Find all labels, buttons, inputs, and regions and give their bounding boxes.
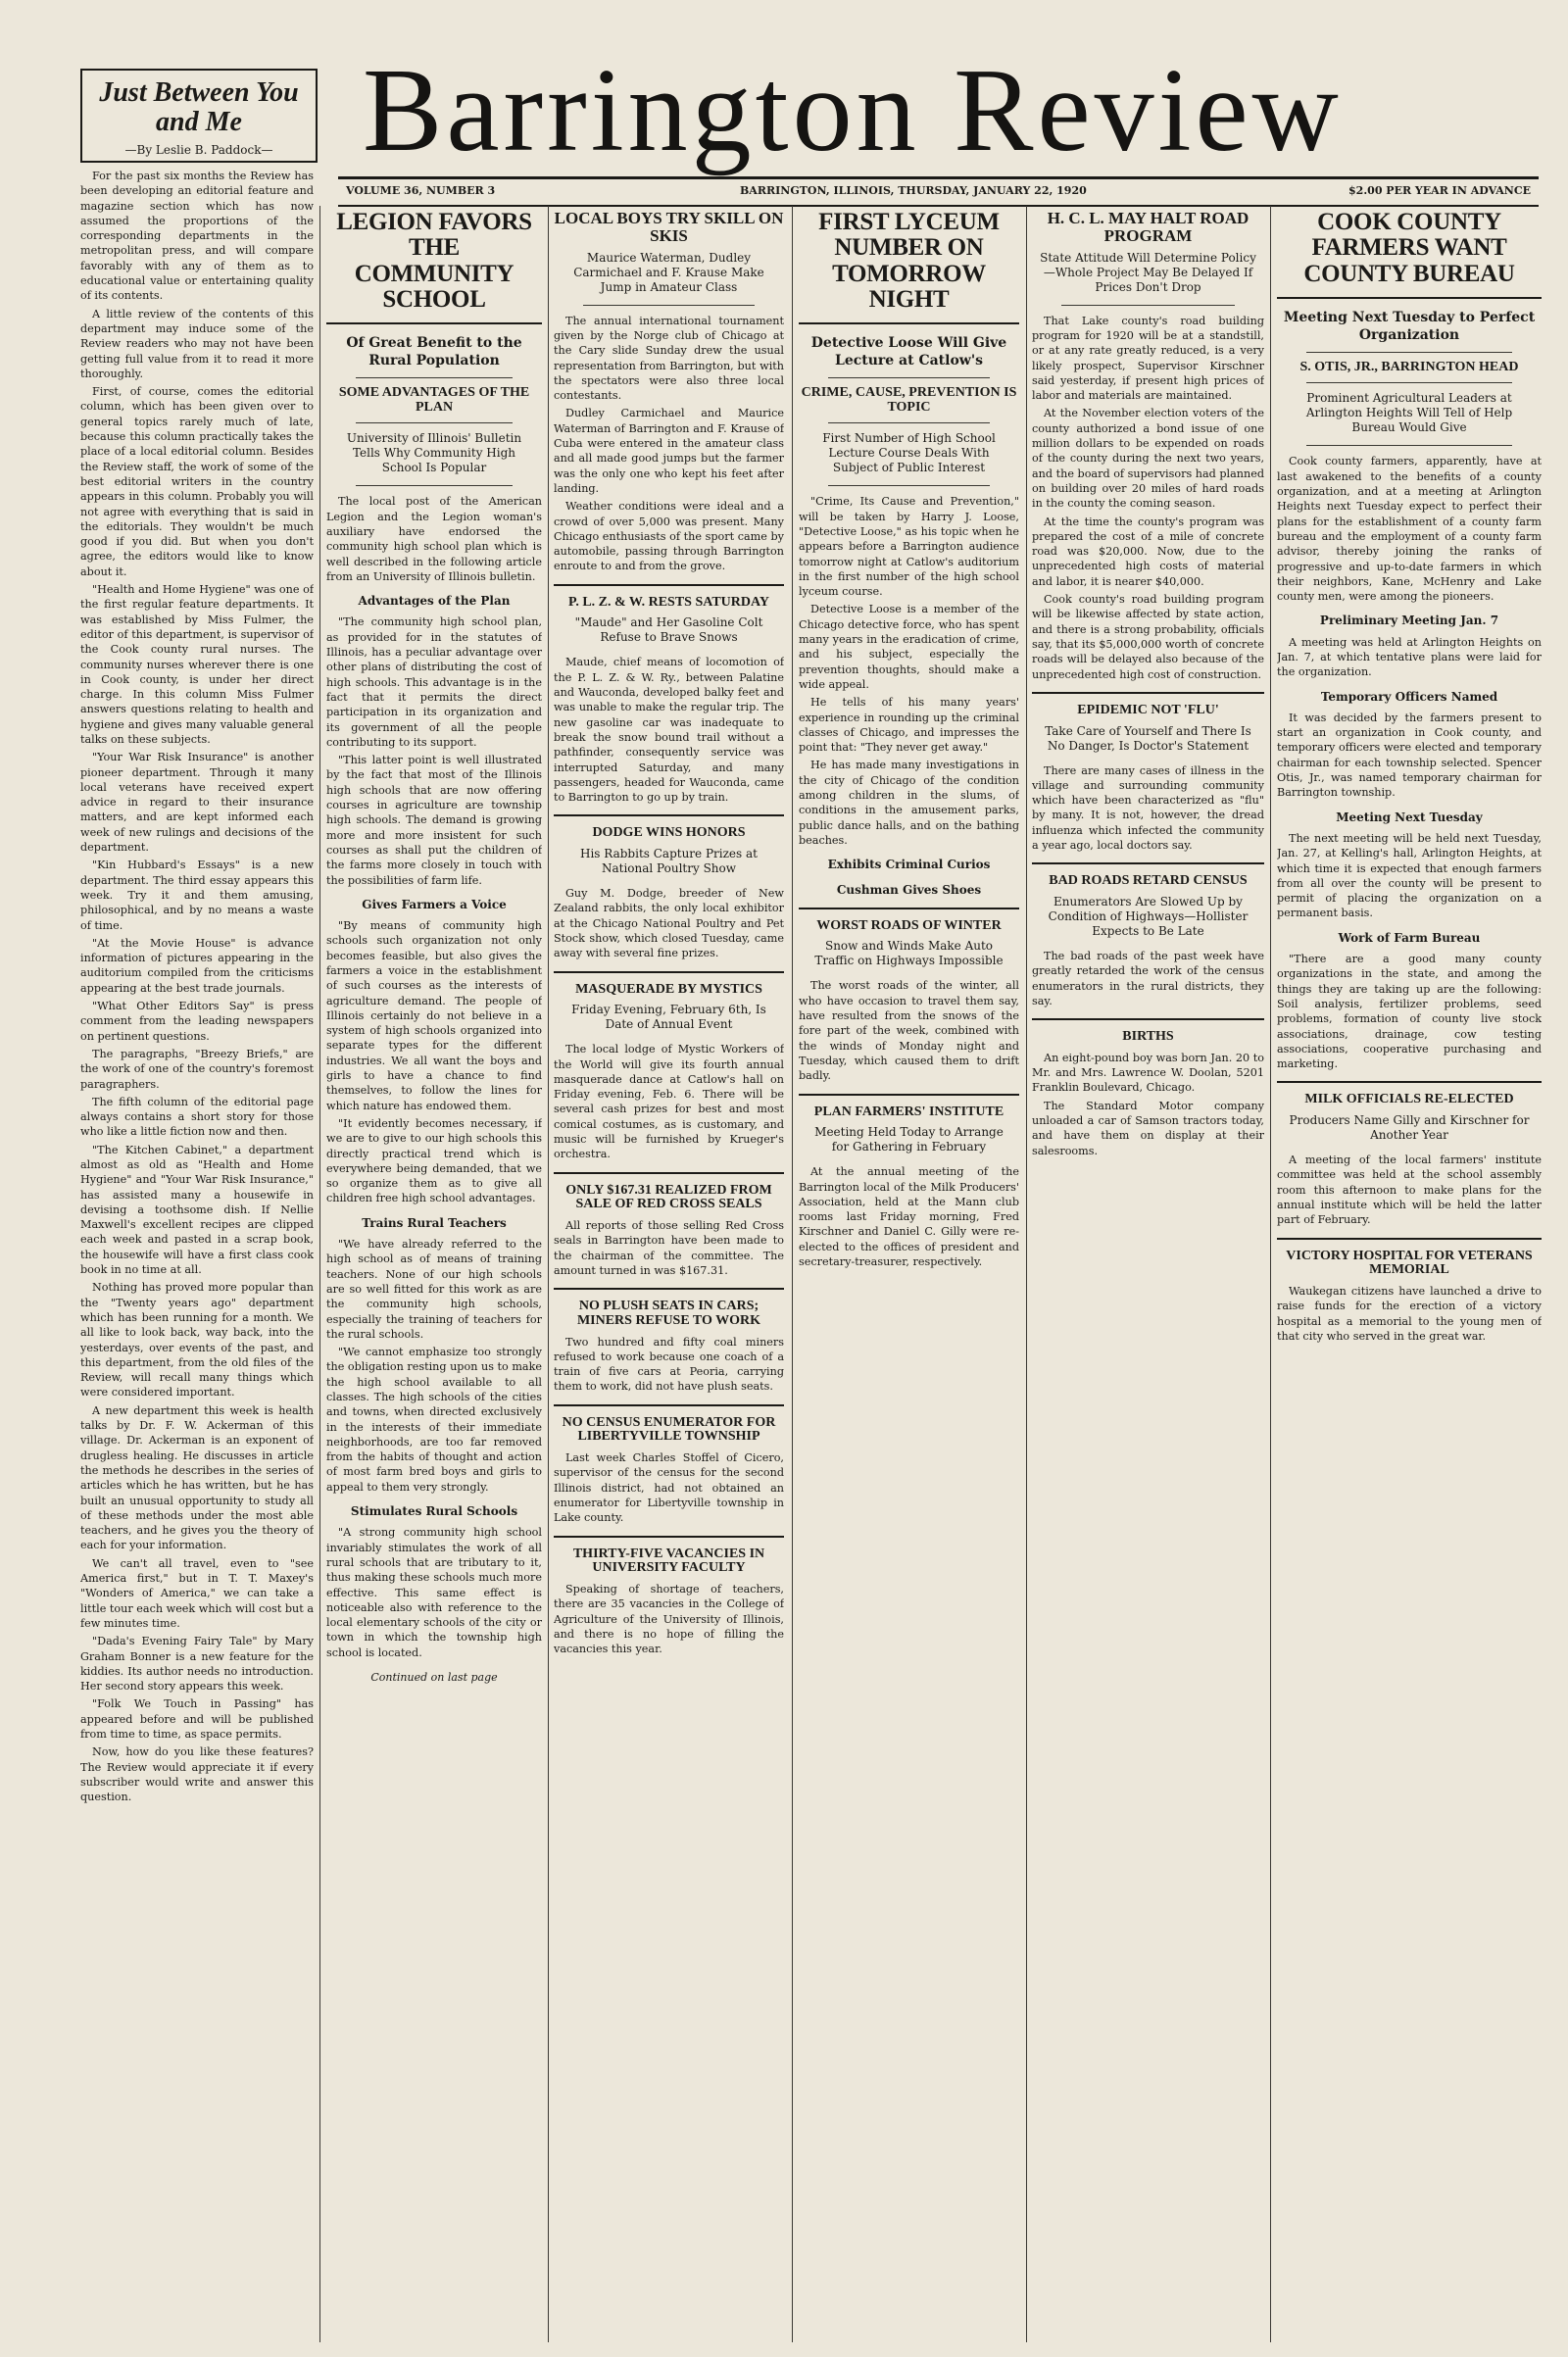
- article-paragraph: The fifth column of the editorial page always contains a short story for those who like a little fiction now and then.: [80, 1095, 314, 1139]
- article-paragraph: Speaking of shortage of teachers, there are 35 vacancies in the College of Agriculture of the University of Illinois, and there is no hope of filling the vacancies this year.: [554, 1582, 784, 1656]
- headline: VICTORY HOSPITAL FOR VETERANS MEMORIAL: [1286, 1248, 1533, 1278]
- article-paragraph: "A strong community high school invariably stimulates the work of all rural schools that are tributary to it, thus making these schools much more effective. This same effect is noticeable also with reference to the local elementary schools of the city or town in which the township high school is located.: [326, 1526, 542, 1659]
- column-lyceum: [799, 206, 1019, 2342]
- column-local-news: [554, 206, 784, 2342]
- article-paragraph: There are many cases of illness in the village and surrounding community which have been characterized as "flu" by many. It is not, however, the dread influenza which infected the community a year ago, local doctors say.: [1032, 763, 1264, 852]
- divider: [1277, 297, 1542, 299]
- article-paragraph: First, of course, comes the editorial column, which has been given over to general topics rarely much of late, because this column practically takes the place of a local editorial column. Besides the Review staff, the work of some of the best editorial writers in the country appears in this column. Probably you will not agree with everything that is said in the editorials. They wouldn't be much good if you did. But when you don't agree, the editors would like to know about it.: [80, 385, 314, 578]
- divider: [828, 485, 990, 486]
- article-paragraph: Two hundred and fifty coal miners refused to work because one coach of a train of five cars at Peoria, carrying them to work, did not have plush seats.: [554, 1335, 784, 1394]
- deck: Detective Loose Will Give Lecture at Catlow's: [810, 335, 1007, 368]
- headline: ONLY $167.31 REALIZED FROM SALE OF RED CROSS SEALS: [565, 1182, 772, 1212]
- article-paragraph: Maude, chief means of locomotion of the P. L. Z. & W. Ry., between Palatine and Wauconda, developed balky feet and was unable to make the regular trip. The new gasoline car was inadequate to break the snow bound trail without a pathfinder, consequently service was interrupted Saturday, and many passengers, headed for Wauconda, came to Barrington to go up by train.: [554, 656, 784, 805]
- article-paragraph: Dudley Carmichael and Maurice Waterman of Barrington and F. Krause of Cuba were entered in the amateur class and all made good jumps but the farmer was the only one who kept his feet after landing.: [554, 407, 784, 495]
- divider: [554, 1404, 784, 1406]
- deck: Meeting Next Tuesday to Perfect Organization: [1283, 309, 1536, 343]
- headline: NO PLUSH SEATS IN CARS; MINERS REFUSE TO WORK: [576, 1299, 761, 1328]
- article-paragraph: "There are a good many county organizations in the state, and among the things they are taking up are the following: Soil analysis, fertilizer problems, seed problems, formation of county live stock associations, drainage, cow testing associations, cooperative purchasing and marketing.: [1277, 953, 1542, 1071]
- deck: Maurice Waterman, Dudley Carmichael and F. Krause Make Jump in Amateur Class: [573, 250, 764, 294]
- column-roads: [1032, 206, 1264, 2342]
- headline: LOCAL BOYS TRY SKILL ON SKIS: [554, 209, 784, 245]
- crosshead: Stimulates Rural Schools: [350, 1504, 518, 1519]
- crosshead: Advantages of the Plan: [358, 594, 511, 609]
- subdeck: University of Illinois' Bulletin Tells Why Community High School Is Popular: [346, 431, 522, 475]
- article-paragraph: A new department this week is health talks by Dr. F. W. Ackerman of this village. Dr. Ackerman is an exponent of drugless healing. He discusses in article the methods he describes in the series of articles which he has written, but he has built an unusual opportunity to study all of these methods under the most able teachers, and he gives you the theory of each for your information.: [80, 1403, 314, 1552]
- divider: [326, 322, 542, 324]
- divider: [1306, 445, 1512, 446]
- article-paragraph: "We have already referred to the high school as of means of training teachers. None of our high schools are so well fitted for this work as are the community high schools, especially the training of teachers for the rural schools.: [326, 1238, 542, 1341]
- crosshead: Cushman Gives Shoes: [836, 882, 982, 897]
- place-date: BARRINGTON, ILLINOIS, THURSDAY, JANUARY 22, 1920: [740, 184, 1087, 197]
- continued-note: Continued on last page: [370, 1671, 498, 1685]
- divider: [1306, 352, 1512, 353]
- headline: COOK COUNTY FARMERS WANT COUNTY BUREAU: [1303, 209, 1515, 287]
- deck: Enumerators Are Slowed Up by Condition of Highways—Hollister Expects to Be Late: [1048, 894, 1249, 938]
- article-paragraph: "The Kitchen Cabinet," a department almost as old as "Health and Home Hygiene" and "Your War Risk Insurance," has assisted many a housewife in devising a toothsome dish. If Nellie Maxwell's excellent recipes are clipped each week and pasted in a scrap book, the housewife will have a first class cook book in no time at all.: [80, 1143, 314, 1277]
- article-paragraph: The annual international tournament given by the Norge club of Chicago at the Cary slide Sunday drew the usual representation from Barrington, but with the spectators were also three local contestants.: [554, 314, 784, 403]
- deck: Producers Name Gilly and Kirschner for Another Year: [1289, 1113, 1530, 1143]
- article-paragraph: The bad roads of the past week have greatly retarded the work of the census enumerators in the rural districts, they say.: [1032, 949, 1264, 1007]
- article-paragraph: A meeting was held at Arlington Heights on Jan. 7, at which tentative plans were laid for the organization.: [1277, 635, 1542, 679]
- crosshead: Exhibits Criminal Curios: [827, 858, 991, 872]
- article-paragraph: At the time the county's program was prepared the cost of a mile of concrete road was $20,000. Now, due to the unprecedented high costs of material and labor, it is nearer $40,000.: [1032, 515, 1264, 588]
- article-paragraph: He has made many investigations in the city of Chicago of the condition among children in the slums, of conditions in the amusement parks, public dance halls, and on the bathing beaches.: [799, 759, 1019, 847]
- headline: P. L. Z. & W. RESTS SATURDAY: [568, 594, 769, 610]
- article-paragraph: The worst roads of the winter, all who have occasion to travel them say, have resulted from the snows of the fore part of the week, combined with the winds of Monday night and Tuesday, which caused them to drift badly.: [799, 979, 1019, 1083]
- headline: FIRST LYCEUM NUMBER ON TOMORROW NIGHT: [818, 209, 1000, 313]
- divider: [356, 422, 513, 423]
- divider: [554, 1536, 784, 1538]
- divider: [554, 814, 784, 816]
- deck: Snow and Winds Make Auto Traffic on Highways Impossible: [814, 939, 1004, 968]
- divider: [554, 584, 784, 586]
- article-paragraph: A little review of the contents of this department may induce some of the Review readers who may not have been getting full value from it to read it more thoroughly.: [80, 307, 314, 380]
- column-farm-bureau: [1277, 206, 1542, 2342]
- subdeck: Prominent Agricultural Leaders at Arlington Heights Will Tell of Help Bureau Would Give: [1305, 391, 1513, 435]
- article-paragraph: An eight-pound boy was born Jan. 20 to Mr. and Mrs. Lawrence W. Doolan, 5201 Franklin Boulevard, Chicago.: [1032, 1051, 1264, 1095]
- article-paragraph: Last week Charles Stoffel of Cicero, supervisor of the census for the second Illinois district, had not obtained an enumerator for Libertyville township in Lake county.: [554, 1451, 784, 1525]
- article-paragraph: "By means of community high schools such organization not only becomes feasible, but also gives the farmers a voice in the establishment of such courses as the interests of agriculture demand. The people of Illinois certainly do not believe in a system of high schools organized into separate types for the different industries. We all want the boys and girls to have a chance to find themselves, to follow the lines for which nature has endowed them.: [326, 919, 542, 1112]
- headline: NO CENSUS ENUMERATOR FOR LIBERTYVILLE TOWNSHIP: [562, 1414, 776, 1445]
- divider: [1277, 1081, 1542, 1083]
- headline: H. C. L. MAY HALT ROAD PROGRAM: [1047, 209, 1250, 245]
- divider: [356, 485, 513, 486]
- article-paragraph: "Your War Risk Insurance" is another pioneer department. Through it many local veterans have received expert advice in regard to their insurance matters, and are kept informed each week of new rulings and decisions of the department.: [80, 751, 314, 855]
- article-paragraph: Nothing has proved more popular than the "Twenty years ago" department which has been running for a month. We all like to look back, way back, into the yesterdays, over events of the past, and this department, from the old files of the Review, will recall many things which were considered important.: [80, 1281, 314, 1399]
- headline: BAD ROADS RETARD CENSUS: [1049, 873, 1248, 889]
- divider: [799, 322, 1019, 324]
- headline: DODGE WINS HONORS: [592, 825, 746, 841]
- deck: State Attitude Will Determine Policy—Whole Project May Be Delayed If Prices Don't Drop: [1040, 250, 1256, 294]
- article-paragraph: He tells of his many years' experience in rounding up the criminal classes of Chicago, and impresses the point that: "They never get away.": [799, 696, 1019, 755]
- column-title: Just Between You and Me: [99, 77, 299, 137]
- divider: [1306, 382, 1512, 383]
- subdeck: First Number of High School Lecture Course Deals With Subject of Public Interest: [822, 431, 996, 475]
- headline: PLAN FARMERS' INSTITUTE: [813, 1104, 1004, 1119]
- divider: [1032, 862, 1264, 864]
- deck: Of Great Benefit to the Rural Population: [346, 335, 522, 368]
- subheadline: S. OTIS, JR., BARRINGTON HEAD: [1299, 359, 1519, 374]
- divider: [828, 377, 990, 378]
- headline: MILK OFFICIALS RE-ELECTED: [1304, 1092, 1514, 1107]
- column-rule: [1026, 206, 1027, 2342]
- article-paragraph: Detective Loose is a member of the Chicago detective force, who has spent many years in the eradication of crime, and his subject, especially the prevention thoughts, should make a wide appeal.: [799, 603, 1019, 691]
- divider: [554, 971, 784, 973]
- headline: THIRTY-FIVE VACANCIES IN UNIVERSITY FACULTY: [572, 1546, 765, 1576]
- deck: His Rabbits Capture Prizes at National Poultry Show: [580, 847, 758, 876]
- article-paragraph: It was decided by the farmers present to start an organization in Cook county, and temporary officers were elected and temporary chairman for each township selected. Spencer Otis, Jr., was named temporary chairman for Barrington township.: [1277, 711, 1542, 800]
- subheadline: CRIME, CAUSE, PREVENTION IS TOPIC: [801, 385, 1017, 415]
- deck: Friday Evening, February 6th, Is Date of Annual Event: [571, 1003, 766, 1032]
- article-paragraph: At the November election voters of the county authorized a bond issue of one million dollars to be expended on roads of the county during the next two years, and the board of supervisors had planned on building over 20 miles of hard roads in the county the coming season.: [1032, 407, 1264, 511]
- article-paragraph: "Folk We Touch in Passing" has appeared before and will be published from time to time, as space permits.: [80, 1697, 314, 1741]
- article-paragraph: For the past six months the Review has been developing an editorial feature and magazine section which has now assumed the proportions of the corresponding departments in the metropolitan press, and will compare favorably with any of them as to educational value or entertaining quality of its contents.: [80, 170, 314, 303]
- article-paragraph: "Dada's Evening Fairy Tale" by Mary Graham Bonner is a new feature for the kiddies. Its author needs no introduction. Her second story appears this week.: [80, 1635, 314, 1694]
- divider: [799, 908, 1019, 909]
- crosshead: Gives Farmers a Voice: [362, 897, 507, 911]
- divider: [1032, 1018, 1264, 1020]
- article-paragraph: The next meeting will be held next Tuesday, Jan. 27, at Kelling's hall, Arlington Heights, at which time it is expected that enough farmers from all over the county will be present to permit of placing the organization on a permanent basis.: [1277, 831, 1542, 920]
- column-legion: [326, 206, 542, 2342]
- deck: "Maude" and Her Gasoline Colt Refuse to Brave Snows: [574, 615, 763, 645]
- article-paragraph: Weather conditions were ideal and a crowd of over 5,000 was present. Many Chicago enthusiasts of the sport came by automobile, passing through Barrington enroute to and from the grove.: [554, 500, 784, 573]
- divider: [583, 305, 755, 306]
- column-rule: [319, 206, 320, 2342]
- article-paragraph: "The community high school plan, as provided for in the statutes of Illinois, has a peculiar advantage over other plans of distributing the cost of high schools. This advantage is in the fact that it permits the direct participation in its organization and its government of all the people contributing to its support.: [326, 615, 542, 749]
- subscription-price: $2.00 PER YEAR IN ADVANCE: [1348, 184, 1531, 197]
- article-paragraph: All reports of those selling Red Cross seals in Barrington have been made to the chairman of the committee. The amount turned in was $167.31.: [554, 1219, 784, 1277]
- article-paragraph: Waukegan citizens have launched a drive to raise funds for the erection of a victory hospital as a memorial to the young men of that city who served in the great war.: [1277, 1284, 1542, 1343]
- deck: Take Care of Yourself and There Is No Danger, Is Doctor's Statement: [1045, 723, 1251, 753]
- volume-number: VOLUME 36, NUMBER 3: [346, 184, 496, 197]
- headline: EPIDEMIC NOT 'FLU': [1077, 702, 1219, 717]
- crosshead: Work of Farm Bureau: [1338, 930, 1481, 945]
- article-paragraph: At the annual meeting of the Barrington local of the Milk Producers' Association, held at the Mann club rooms last Friday morning, Fred Kirschner and Daniel C. Gilly were re-elected to the offices of president and secretary-treasurer, respectively.: [799, 1165, 1019, 1269]
- article-paragraph: We can't all travel, even to "see America first," but in T. T. Maxey's "Wonders of America," we can take a little tour each week which will cost but a few minutes time.: [80, 1556, 314, 1630]
- article-paragraph: "At the Movie House" is advance information of pictures appearing in the auditorium compiled from the criticisms appearing at the best trade journals.: [80, 936, 314, 995]
- deck: Meeting Held Today to Arrange for Gathering in February: [814, 1125, 1004, 1154]
- divider: [1277, 1238, 1542, 1240]
- divider: [356, 377, 513, 378]
- article-paragraph: "What Other Editors Say" is press comment from the leading newspapers on pertinent questions.: [80, 1000, 314, 1043]
- masthead-title: Barrington Review: [363, 44, 1343, 176]
- article-paragraph: Guy M. Dodge, breeder of New Zealand rabbits, the only local exhibitor at the Chicago National Poultry and Pet Stock show, which closed Tuesday, came away with several fine prizes.: [554, 887, 784, 960]
- column-just-between: [80, 169, 314, 2342]
- article-paragraph: The local lodge of Mystic Workers of the World will give its fourth annual masquerade dance at Catlow's hall on Friday evening, Feb. 6. There will be several cash prizes for best and most comical costumes, as is customary, and music will be furnished by Krueger's orchestra.: [554, 1043, 784, 1161]
- subheadline: SOME ADVANTAGES OF THE PLAN: [338, 385, 530, 415]
- column-byline: —By Leslie B. Paddock—: [124, 143, 273, 157]
- article-paragraph: Cook county's road building program will be likewise affected by state action, and there is a strong probability, officials say, that its $5,000,000 worth of concrete roads will be delayed also because of the unprecedented high cost of construction.: [1032, 593, 1264, 681]
- article-paragraph: Cook county farmers, apparently, have at last awakened to the benefits of a county organization, and at a meeting at Arlington Heights next Tuesday expect to perfect their plans for the establishment of a county farm bureau and the employment of a county farm advisor, thereby joining the ranks of progressive and up-to-date farmers in which their neighbors, Kane, McHenry and Lake county men, were among the pioneers.: [1277, 455, 1542, 604]
- article-paragraph: "Health and Home Hygiene" was one of the first regular feature departments. It was established by Miss Fulmer, the editor of this department, is supervisor of the Cook county rural nurses. The community nurses wherever there is one in Cook county, is under her direct charge. In this column Miss Fulmer answers questions relating to health and hygiene and gives many valuable general talks on these subjects.: [80, 583, 314, 746]
- column-rule: [1270, 206, 1271, 2342]
- article-paragraph: "Kin Hubbard's Essays" is a new department. The third essay appears this week. Try it and them amusing, philosophical, and by no means a waste of time.: [80, 859, 314, 932]
- headline: MASQUERADE BY MYSTICS: [575, 981, 762, 997]
- column-rule: [548, 206, 549, 2342]
- divider: [799, 1094, 1019, 1096]
- divider: [1032, 692, 1264, 694]
- crosshead: Trains Rural Teachers: [362, 1215, 507, 1230]
- column-rule: [792, 206, 793, 2342]
- divider: [1061, 305, 1235, 306]
- dateline-bar: [338, 176, 1539, 207]
- headline: BIRTHS: [1122, 1029, 1174, 1045]
- crosshead: Temporary Officers Named: [1320, 689, 1498, 704]
- divider: [828, 422, 990, 423]
- article-paragraph: A meeting of the local farmers' institute committee was held at the school assembly room this afternoon to make plans for the annual institute which will be held the latter part of February.: [1277, 1154, 1542, 1227]
- article-paragraph: "Crime, Its Cause and Prevention," will be taken by Harry J. Loose, "Detective Loose," as his topic when he appears before a Barrington audience tomorrow night at Catlow's auditorium in the first number of the high school lyceum course.: [799, 495, 1019, 599]
- headline: WORST ROADS OF WINTER: [816, 917, 1002, 933]
- article-paragraph: "We cannot emphasize too strongly the obligation resting upon us to make the high school available to all classes. The high schools of the cities and towns, when directed exclusively in the interests of their immediate neighborhoods, are too far removed from the habits of thought and action of most farm bred boys and girls to appeal to them very strongly.: [326, 1346, 542, 1494]
- headline: LEGION FAVORS THE COMMUNITY SCHOOL: [336, 209, 532, 313]
- divider: [554, 1288, 784, 1290]
- crosshead: Preliminary Meeting Jan. 7: [1319, 614, 1499, 628]
- crosshead: Meeting Next Tuesday: [1336, 810, 1483, 824]
- article-paragraph: "This latter point is well illustrated by the fact that most of the Illinois high schools that are now offering courses in agriculture are township high schools. The demand is growing more and more insistent for such courses as shall put the children of the farms more closely in touch with the possibilities of farm life.: [326, 754, 542, 887]
- article-paragraph: That Lake county's road building program for 1920 will be at a standstill, or at any rate greatly reduced, is a very likely prospect, Supervisor Kirschner said yesterday, if present high prices of labor and materials are maintained.: [1032, 314, 1264, 403]
- article-paragraph: The local post of the American Legion and the Legion woman's auxiliary have endorsed the community high school plan which is well described in the following article from an University of Illinois bulletin.: [326, 495, 542, 583]
- divider: [554, 1172, 784, 1174]
- article-paragraph: "It evidently becomes necessary, if we are to give to our high schools this directly practical trend which is everywhere being demanded, that we so organize them as to give all children free high school advantages.: [326, 1116, 542, 1205]
- article-paragraph: The paragraphs, "Breezy Briefs," are the work of one of the country's foremost paragraphers.: [80, 1047, 314, 1091]
- column-title-box: [80, 69, 318, 163]
- article-paragraph: Now, how do you like these features? The Review would appreciate it if every subscriber would write and answer this question.: [80, 1745, 314, 1804]
- article-paragraph: The Standard Motor company unloaded a car of Samson tractors today, and have them on display at their salesrooms.: [1032, 1099, 1264, 1157]
